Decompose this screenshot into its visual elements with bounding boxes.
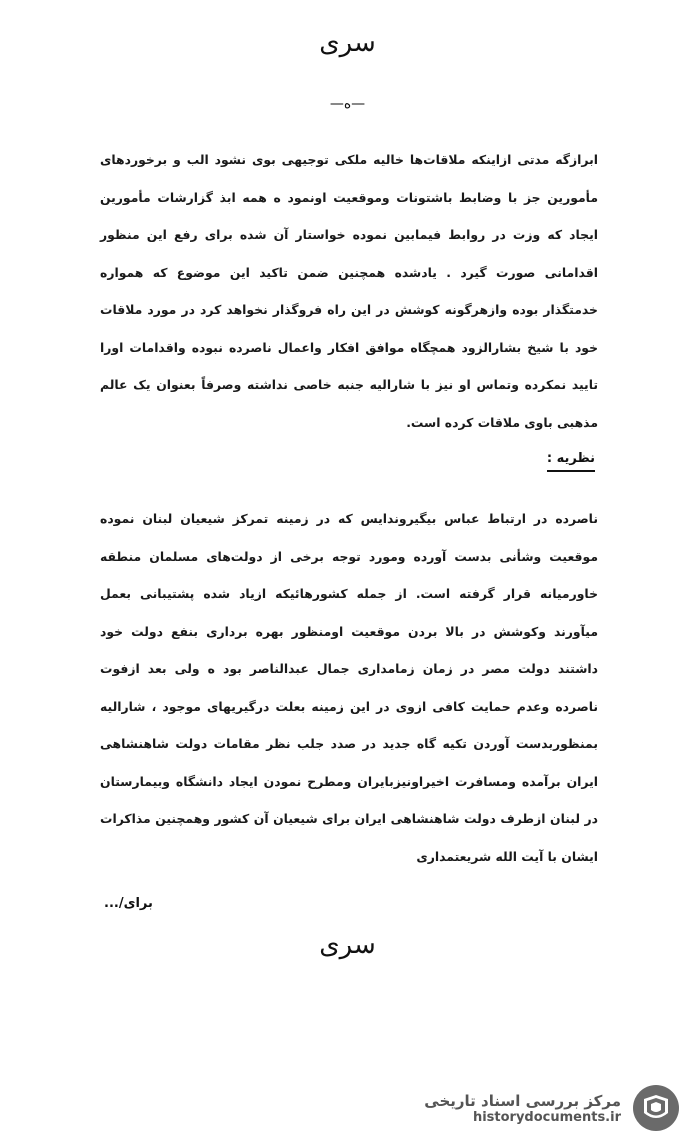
watermark-text (424, 1092, 621, 1125)
watermark-name: مرکز بررسی اسناد تاریخی (424, 1091, 621, 1110)
paragraph-report: ابرازگه مدتی ازاینکه ملاقات‌ها خالیه ملکی توجیهی بوی نشود الب و برخوردهای مأمورین جز با وضابط باشتونات وموقعیت اونمود ه همه ابذ گزارشات مأمورین ایجاد که وزت در روابط فیمابین نموده خواستار آن شده برای رفع این منظور اقدامانی صورت گیرد . یادشده همچنین ضمن تاکید این موضوع که همواره خدمتگذار بوده وازهرگونه کوشش در این راه فروگذار نخواهد کرد در مورد ملاقات خود با شیخ بشارالزود همچگاه موافق افکار واعمال ناصرده نبوده واقدامات اورا تایید نمکرده وتماس او نیز با شارالیه جنبه خاصی نداشته وصرفاً بعنوان یک عالم مذهبی باوی ملاقات کرده است. (100, 152, 598, 430)
watermark-url: historydocuments.ir (472, 1109, 621, 1125)
sign-off: برای/... (104, 896, 153, 911)
book-shield-icon (631, 1083, 681, 1133)
watermark-logo (424, 1083, 681, 1133)
classification-bottom: سری (319, 930, 376, 960)
page-marker: —ه— (329, 96, 366, 112)
opinion-heading: نظریه : (547, 451, 595, 472)
classification-top: سری (319, 28, 376, 58)
paragraph-opinion: ناصرده در ارتباط عباس بیگیروندایس که در زمینه تمرکز شیعیان لبنان نموده موقعیت وشأنی بدست آورده ومورد توجه برخی از دولت‌های مسلمان منطقه خاورمیانه قرار گرفته است. از جمله کشورهائیکه ازیاد شده پشتیبانی بعمل میآورند وکوشش در بالا بردن موقعیت اومنظور بهره برداری بنفع دولت خود داشتند دولت مصر در زمان زمامداری جمال عبدالناصر بود ه ولی بعد ازفوت ناصرده وعدم حمایت کافی ازوی در این زمینه بعلت درگیریهای موجود ، شارالیه بمنظوربدست آوردن تکیه گاه جدید در صدد جلب نظر مقامات دولت شاهنشاهی ایران برآمده ومسافرت اخیراونیزبایران ومطرح نمودن ایجاد دانشگاه وبیمارستان در لبنان ازطرف دولت شاهنشاهی ایران برای شیعیان آن کشور وهمچنین مذاکرات ایشان با آیت الله شریعتمداری (100, 511, 598, 864)
